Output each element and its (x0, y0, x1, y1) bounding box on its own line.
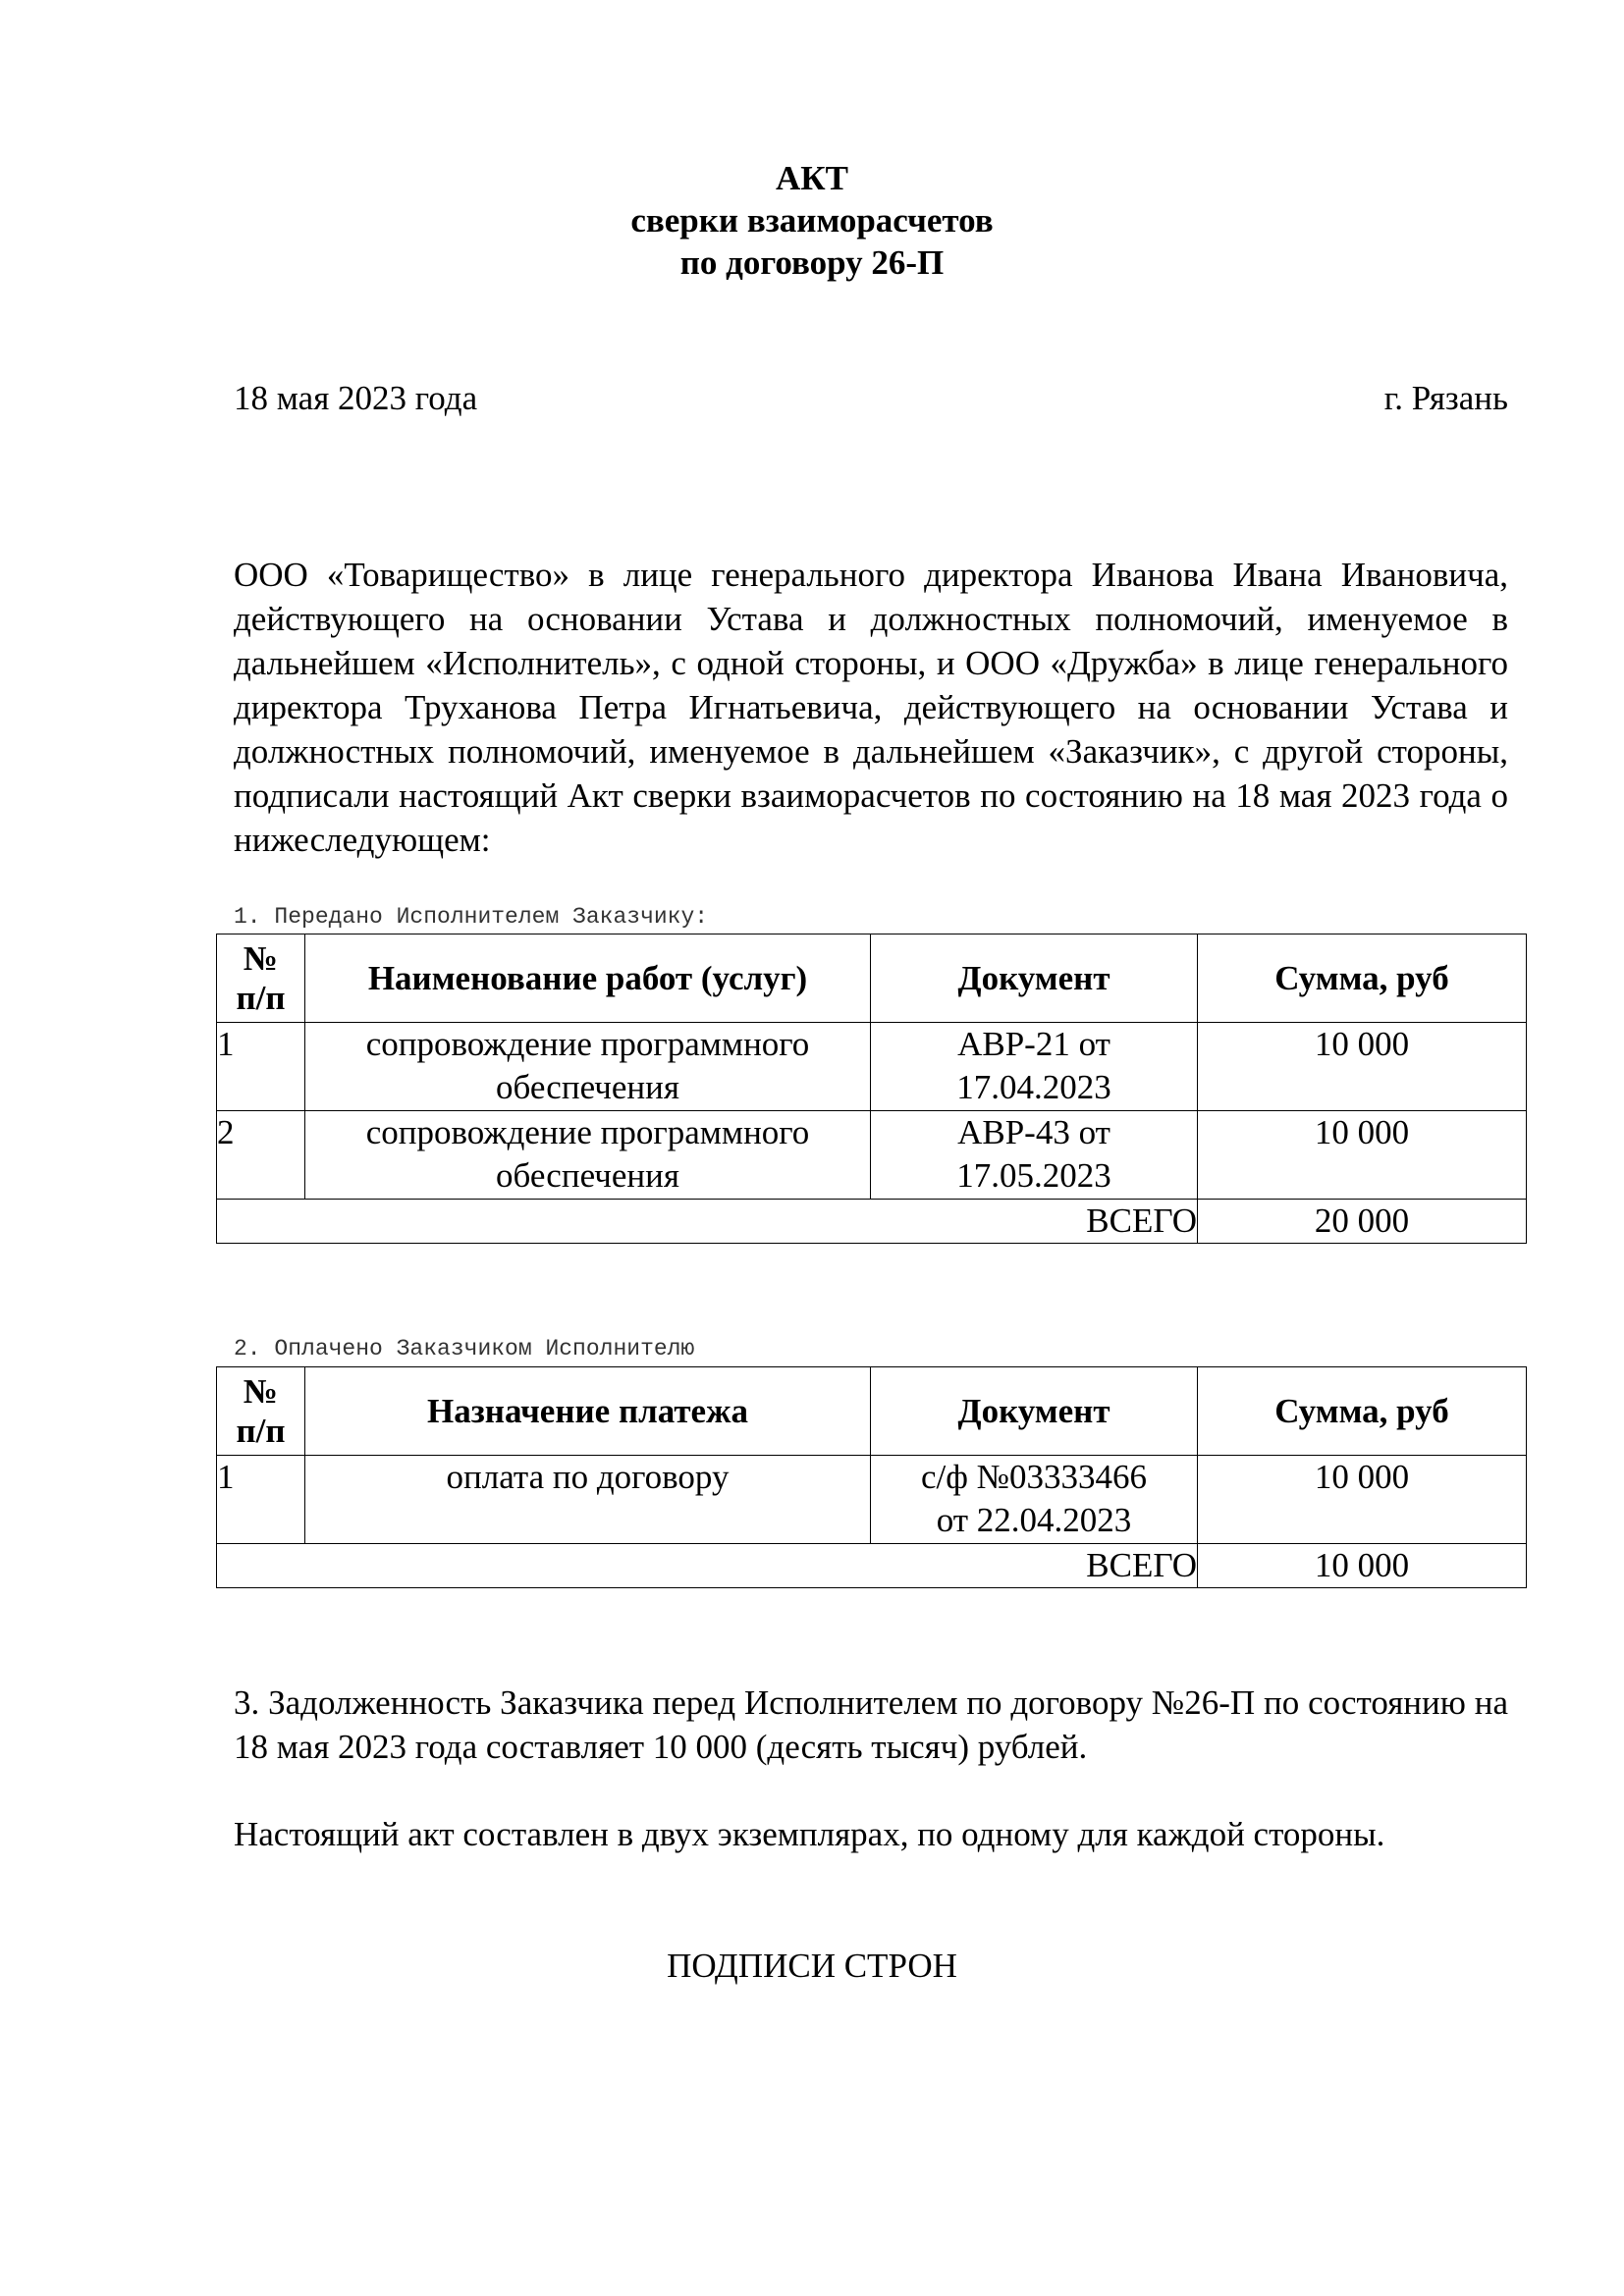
header-doc: Документ (871, 1367, 1198, 1456)
document-date: 18 мая 2023 года (234, 379, 478, 417)
cell-num: 1 (217, 1023, 305, 1111)
table-header-row (217, 1367, 1527, 1456)
cell-sum: 10 000 (1198, 1023, 1527, 1111)
date-city-line (234, 377, 1508, 419)
table-total-row (217, 1200, 1527, 1244)
cell-sum: 10 000 (1198, 1111, 1527, 1200)
copies-paragraph: Настоящий акт составлен в двух экземплярах, по одному для каждой стороны. (234, 1815, 1385, 1853)
cell-doc-line: АВР-21 от (957, 1025, 1110, 1063)
header-num (217, 934, 305, 1023)
table-row (217, 1456, 1527, 1544)
header-name: Наименование работ (услуг) (305, 934, 871, 1023)
document-title (0, 157, 1624, 284)
header-purpose: Назначение платежа (305, 1367, 871, 1456)
table-row (217, 1023, 1527, 1111)
cell-doc (871, 1111, 1198, 1200)
total-label: ВСЕГО (217, 1200, 1198, 1244)
cell-name-line: обеспечения (496, 1068, 679, 1106)
header-num-abbr: п/п (236, 978, 286, 1017)
document-city: г. Рязань (1383, 379, 1508, 417)
cell-doc-line: с/ф №03333466 (920, 1458, 1148, 1496)
signatures-heading: ПОДПИСИ СТРОН (667, 1947, 957, 1985)
cell-name-line: сопровождение программного (365, 1025, 810, 1063)
table-row (217, 1111, 1527, 1200)
cell-doc (871, 1023, 1198, 1111)
title-line-2: сверки взаиморасчетов (630, 201, 994, 240)
header-num-abbr: п/п (236, 1411, 286, 1450)
cell-doc-line: от 22.04.2023 (936, 1501, 1132, 1539)
section1-caption: 1. Передано Исполнителем Заказчику: (234, 904, 709, 930)
section2-caption: 2. Оплачено Заказчиком Исполнителю (234, 1336, 695, 1362)
header-num-symbol: № (243, 1371, 279, 1411)
cell-doc-line: 17.05.2023 (956, 1156, 1111, 1195)
cell-num: 1 (217, 1456, 305, 1544)
cell-doc-line: АВР-43 от (957, 1113, 1110, 1151)
cell-purpose: оплата по договору (305, 1456, 871, 1544)
header-num (217, 1367, 305, 1456)
table-header-row (217, 934, 1527, 1023)
header-doc: Документ (871, 934, 1198, 1023)
transferred-table (216, 934, 1527, 1244)
table-total-row (217, 1544, 1527, 1588)
cell-doc-line: 17.04.2023 (956, 1068, 1111, 1106)
cell-name-line: сопровождение программного (365, 1113, 810, 1151)
cell-name (305, 1111, 871, 1200)
title-line-3: по договору 26-П (679, 243, 945, 282)
intro-paragraph: ООО «Товарищество» в лице генерального директора Иванова Ивана Ивановича, действующего на основании Устава и должностных полномочий, именуемое в дальнейшем «Исполнитель», с одной стороны, и ООО «Дружба» в лице генерального директора Труханова Петра Игнатьевича, действующего на основании Устава и должностных полномочий, именуемое в дальнейшем «Заказчик», с другой стороны, подписали настоящий Акт сверки взаиморасчетов по состоянию на 18 мая 2023 года о нижеследующем: (234, 556, 1508, 859)
total-sum: 10 000 (1198, 1544, 1527, 1588)
cell-sum: 10 000 (1198, 1456, 1527, 1544)
cell-name-line: обеспечения (496, 1156, 679, 1195)
total-label: ВСЕГО (217, 1544, 1198, 1588)
cell-doc (871, 1456, 1198, 1544)
payments-table (216, 1366, 1527, 1588)
cell-num: 2 (217, 1111, 305, 1200)
total-sum: 20 000 (1198, 1200, 1527, 1244)
cell-name (305, 1023, 871, 1111)
debt-paragraph: 3. Задолженность Заказчика перед Исполнителем по договору №26-П по состоянию на 18 мая 2023 года составляет 10 000 (десять тысяч) рублей. (234, 1683, 1508, 1766)
header-sum: Сумма, руб (1198, 934, 1527, 1023)
header-num-symbol: № (243, 938, 279, 978)
title-line-1: АКТ (776, 159, 848, 197)
header-sum: Сумма, руб (1198, 1367, 1527, 1456)
